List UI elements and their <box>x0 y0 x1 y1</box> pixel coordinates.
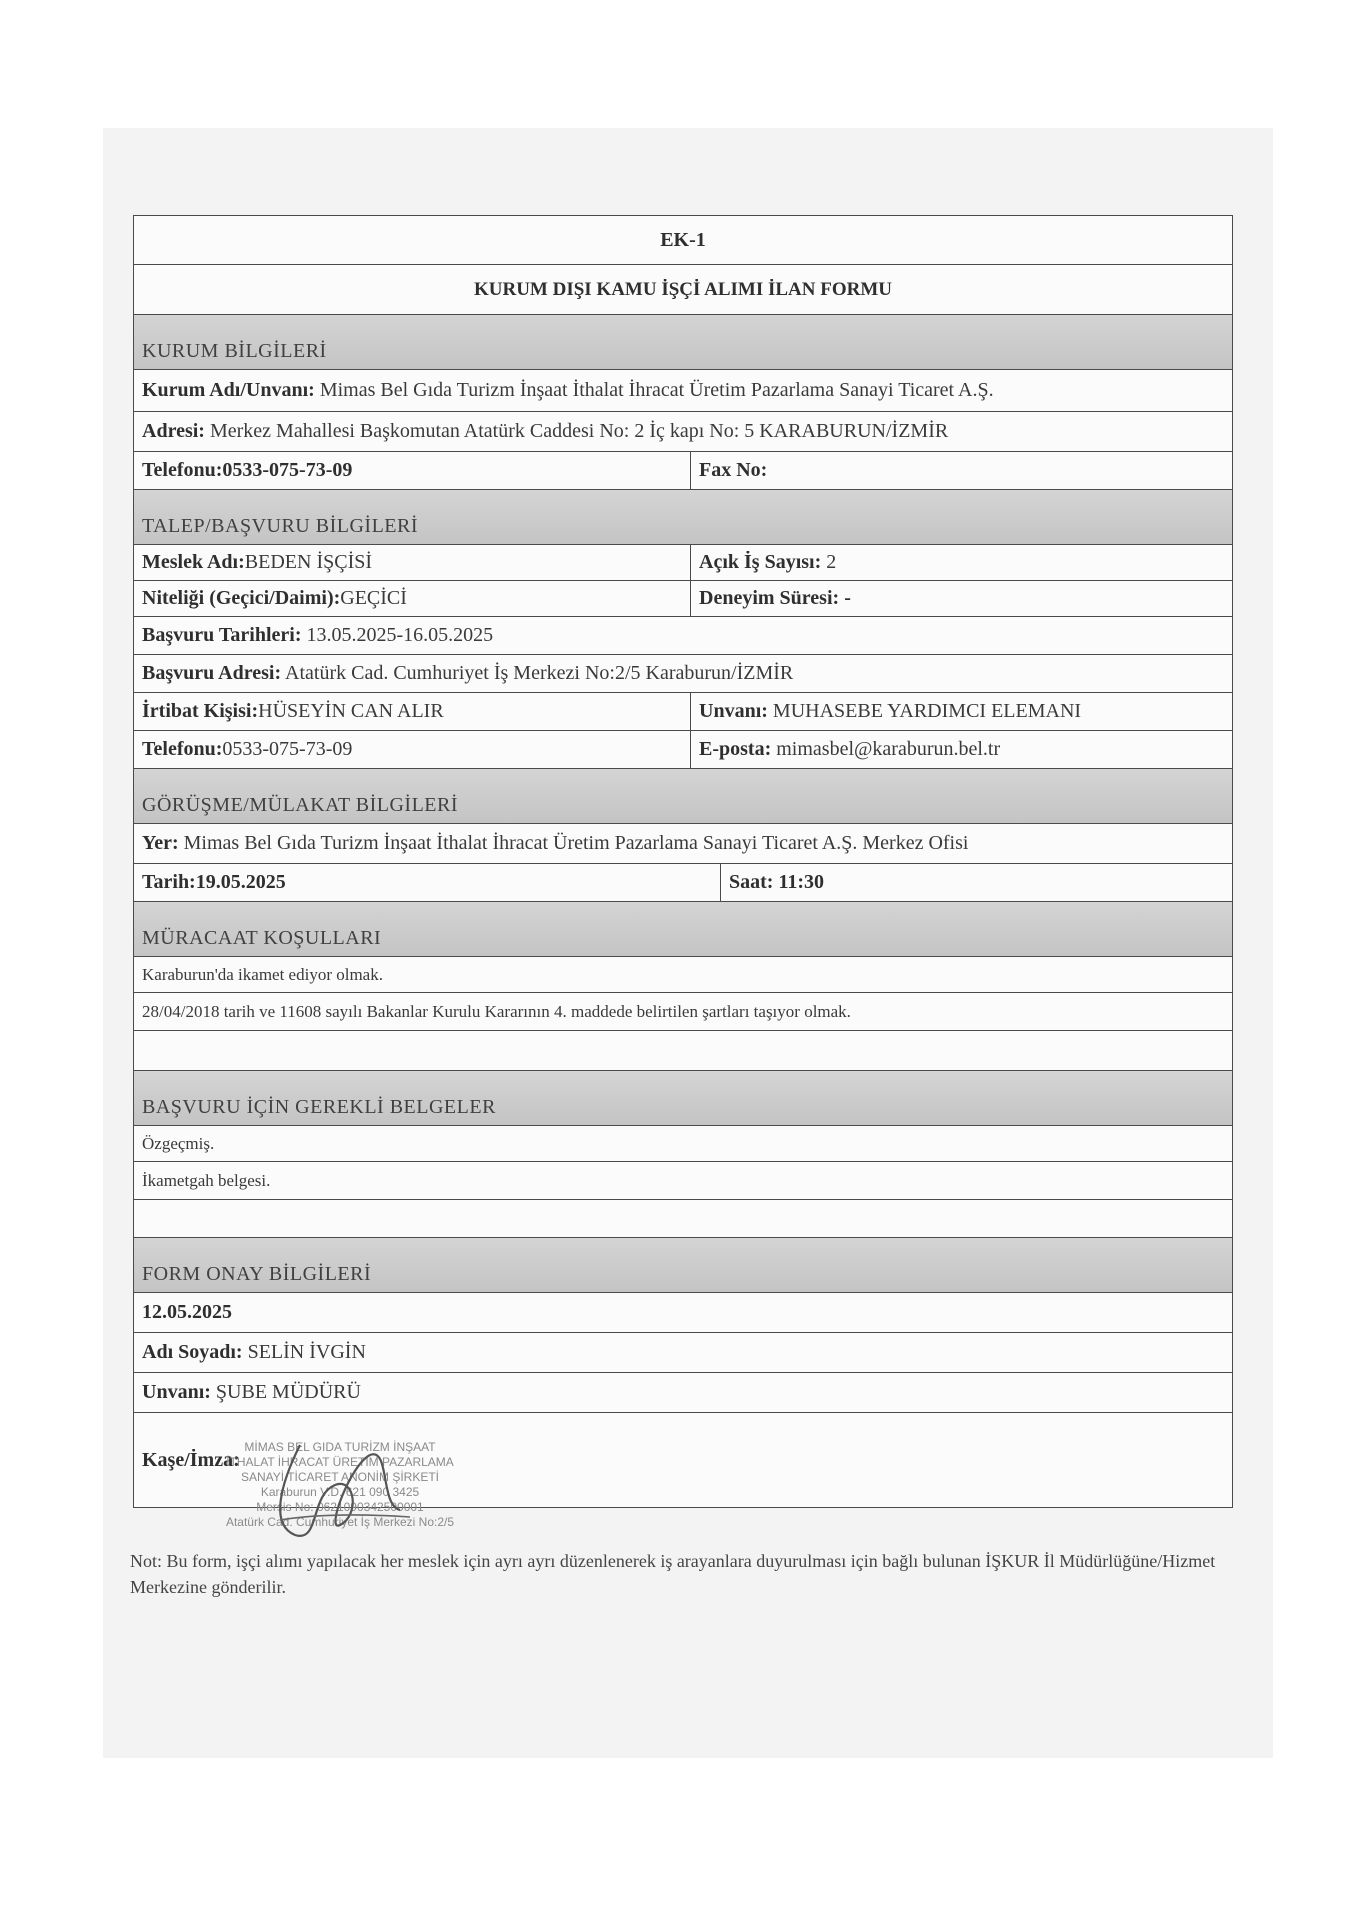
basvuru-tarih-value: 13.05.2025-16.05.2025 <box>301 624 494 646</box>
stamp-line: Karaburun V.D. 621 090 3425 <box>260 1485 420 1499</box>
gorusme-tarih-row <box>133 864 1233 902</box>
stamp-line: SANAYİ TİCARET ANONİM ŞİRKETİ <box>240 1470 440 1484</box>
basvuru-adres-label: Başvuru Adresi: <box>142 662 282 684</box>
section-kurum-header: KURUM BİLGİLERİ <box>142 340 327 362</box>
ilan-form <box>133 215 1233 1508</box>
nitelik-value: GEÇİCİ <box>340 587 407 609</box>
belge-blank-row <box>133 1200 1233 1238</box>
irtibat-telefon-value: 0533-075-73-09 <box>222 738 353 760</box>
irtibat-unvan-label: Unvanı: <box>699 700 768 722</box>
gorusme-yer-row <box>133 824 1233 864</box>
muracaat-item-row <box>133 957 1233 993</box>
eposta-value: mimasbel@karaburun.bel.tr <box>771 738 1001 760</box>
section-belgeler-header: BAŞVURU İÇİN GEREKLİ BELGELER <box>142 1096 496 1118</box>
acik-is-value: 2 <box>821 551 837 573</box>
basvuru-adres-value: Atatürk Cad. Cumhuriyet İş Merkezi No:2/5 Karaburun/İZMİR <box>281 662 794 684</box>
irtibat-label: İrtibat Kişisi: <box>142 700 259 722</box>
yer-value: Mimas Bel Gıda Turizm İnşaat İthalat İhracat Üretim Pazarlama Sanayi Ticaret A.Ş. Merkez Ofisi <box>178 832 969 854</box>
stamp-line: MİMAS BEL GIDA TURİZM İNŞAAT <box>244 1440 436 1454</box>
kurum-fax-label: Fax No: <box>699 459 768 481</box>
footer-note: Not: Bu form, işçi alımı yapılacak her meslek için ayrı ayrı düzenlenerek iş arayanlara duyurulması için bağlı bulunan İŞKUR İl Müdürlüğüne/Hizmet Merkezine gönderilir. <box>130 1551 1216 1597</box>
meslek-value: BEDEN İŞÇİSİ <box>244 551 373 573</box>
onay-ad-row <box>133 1333 1233 1373</box>
muracaat-blank-row <box>133 1031 1233 1071</box>
saat-label: Saat: <box>729 871 774 893</box>
acik-is-label: Açık İş Sayısı: <box>699 551 822 573</box>
section-belgeler <box>133 1071 1233 1126</box>
saat-value: 11:30 <box>773 871 825 893</box>
irtibat-unvan-value: MUHASEBE YARDIMCI ELEMANI <box>767 700 1082 722</box>
stamp-line: İTHALAT İHRACAT ÜRETİM PAZARLAMA <box>226 1455 454 1469</box>
deneyim-value: - <box>839 587 851 609</box>
meslek-label: Meslek Adı: <box>142 551 245 573</box>
stamp-line: Mersis No: 0621090342500001 <box>256 1500 424 1514</box>
talep-adres-row <box>133 655 1233 693</box>
section-onay-header: FORM ONAY BİLGİLERİ <box>142 1263 372 1285</box>
section-kurum <box>133 315 1233 370</box>
onay-tarih-row <box>133 1293 1233 1333</box>
belge-item: İkametgah belgesi. <box>142 1170 271 1190</box>
kurum-adres-value: Merkez Mahallesi Başkomutan Atatürk Caddesi No: 2 İç kapı No: 5 KARABURUN/İZMİR <box>204 420 949 442</box>
basvuru-tarih-label: Başvuru Tarihleri: <box>142 624 302 646</box>
onay-unvan-value: ŞUBE MÜDÜRÜ <box>210 1381 361 1403</box>
kurum-telefon-row <box>133 452 1233 490</box>
kurum-adres-row <box>133 412 1233 452</box>
talep-iletisim-row <box>133 731 1233 769</box>
muracaat-item: 28/04/2018 tarih ve 11608 sayılı Bakanlar Kurulu Kararının 4. maddede belirtilen şartları taşıyor olmak. <box>142 1001 851 1021</box>
section-talep <box>133 490 1233 545</box>
kurum-ad-label: Kurum Adı/Unvanı: <box>142 379 315 401</box>
irtibat-value: HÜSEYİN CAN ALIR <box>258 700 444 722</box>
ek-label-row <box>133 215 1233 265</box>
talep-nitelik-row <box>133 581 1233 617</box>
talep-irtibat-row <box>133 693 1233 731</box>
nitelik-label: Niteliği (Geçici/Daimi): <box>142 587 341 609</box>
section-gorusme <box>133 769 1233 824</box>
mulakat-tarih-label: Tarih: <box>142 871 196 893</box>
signature <box>240 1425 460 1555</box>
belge-item: Özgeçmiş. <box>142 1133 215 1153</box>
deneyim-label: Deneyim Süresi: <box>699 587 840 609</box>
section-onay <box>133 1238 1233 1293</box>
form-title: KURUM DIŞI KAMU İŞÇİ ALIMI İLAN FORMU <box>473 278 893 300</box>
belge-item-row <box>133 1126 1233 1162</box>
section-muracaat <box>133 902 1233 957</box>
section-gorusme-header: GÖRÜŞME/MÜLAKAT BİLGİLERİ <box>142 794 459 816</box>
onay-tarih: 12.05.2025 <box>142 1301 232 1323</box>
section-talep-header: TALEP/BAŞVURU BİLGİLERİ <box>142 515 419 537</box>
ek-label: EK-1 <box>660 228 706 251</box>
yer-label: Yer: <box>142 832 179 854</box>
onay-ad-value: SELİN İVGİN <box>242 1341 366 1363</box>
form-title-row <box>133 265 1233 315</box>
irtibat-telefon-label: Telefonu: <box>142 738 223 760</box>
kurum-ad-row <box>133 370 1233 412</box>
muracaat-item: Karaburun'da ikamet ediyor olmak. <box>142 964 383 984</box>
onay-ad-label: Adı Soyadı: <box>142 1341 243 1363</box>
talep-meslek-row <box>133 545 1233 581</box>
kurum-telefon-label: Telefonu: <box>142 459 223 481</box>
belge-item-row <box>133 1162 1233 1200</box>
eposta-label: E-posta: <box>699 738 772 760</box>
mulakat-tarih-value: 19.05.2025 <box>195 871 286 893</box>
stamp-line: Atatürk Cad. Cumhuriyet İş Merkezi No:2/5 <box>225 1515 455 1529</box>
kurum-ad-value: Mimas Bel Gıda Turizm İnşaat İthalat İhracat Üretim Pazarlama Sanayi Ticaret A.Ş. <box>314 379 994 401</box>
onay-unvan-label: Unvanı: <box>142 1381 211 1403</box>
kurum-adres-label: Adresi: <box>142 420 205 442</box>
muracaat-item-row <box>133 993 1233 1031</box>
onay-unvan-row <box>133 1373 1233 1413</box>
talep-tarih-row <box>133 617 1233 655</box>
section-muracaat-header: MÜRACAAT KOŞULLARI <box>142 927 382 949</box>
kurum-telefon-value: 0533-075-73-09 <box>222 459 353 481</box>
kase-imza-label: Kaşe/İmza: <box>142 1448 240 1471</box>
